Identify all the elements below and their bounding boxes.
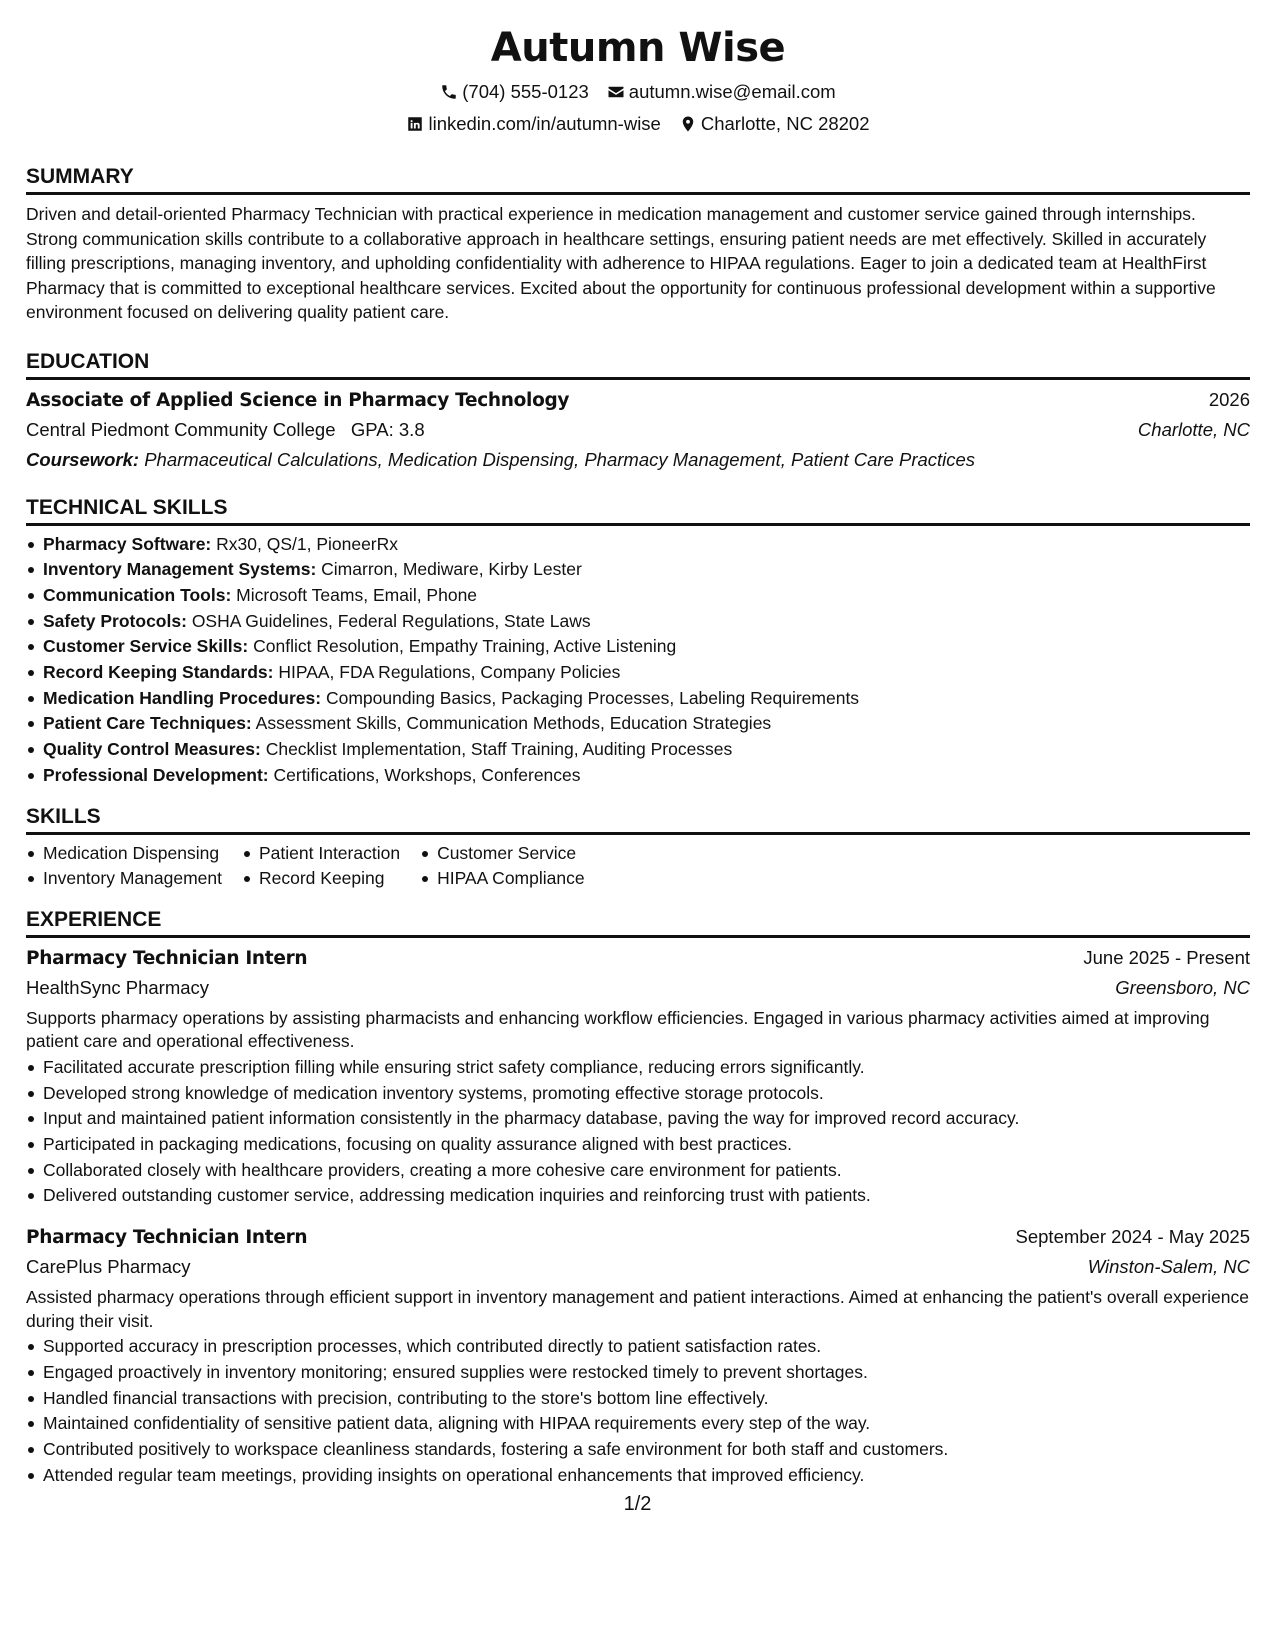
list-item <box>26 634 1250 660</box>
skills-column <box>26 841 222 892</box>
company-location: Greensboro, NC <box>1115 976 1250 998</box>
coursework-list: Pharmaceutical Calculations, Medication Dispensing, Pharmacy Management, Patient Care Practices <box>144 448 976 470</box>
skill-value: Conflict Resolution, Empathy Training, Active Listening <box>253 636 677 657</box>
envelope-icon <box>607 83 625 101</box>
company-row <box>26 973 1250 1003</box>
experience-entry <box>26 1223 1250 1488</box>
gpa: GPA: 3.8 <box>350 418 425 440</box>
linkedin-icon <box>406 115 424 133</box>
role-bullets <box>26 1055 1250 1209</box>
degree-title: Associate of Applied Science in Pharmacy Technology <box>26 389 570 411</box>
skills-section <box>26 804 1250 892</box>
list-item <box>26 686 1250 712</box>
list-item <box>26 660 1250 686</box>
role-description: Assisted pharmacy operations through efficient support in inventory management and patient interactions. Aimed at enhancing the patient's overall experience during their visit. <box>26 1287 1249 1331</box>
list-item: Supported accuracy in prescription processes, which contributed directly to patient satisfaction rates. <box>26 1334 1250 1360</box>
list-item: Attended regular team meetings, providing insights on operational enhancements that improved efficiency. <box>26 1463 1250 1489</box>
list-item: Collaborated closely with healthcare providers, creating a more cohesive care environment for patients. <box>26 1158 1250 1184</box>
phone-icon <box>440 83 458 101</box>
skills-heading: SKILLS <box>26 804 1250 835</box>
education-school-row <box>26 415 1250 445</box>
page-number: 1/2 <box>623 1493 652 1515</box>
experience-entry <box>26 944 1250 1209</box>
list-item: Input and maintained patient information consistently in the pharmacy database, paving the way for improved record accuracy. <box>26 1106 1250 1132</box>
skill-value: Microsoft Teams, Email, Phone <box>236 584 478 605</box>
skills-column <box>420 841 585 892</box>
list-item: Engaged proactively in inventory monitoring; ensured supplies were restocked timely to prevent shortages. <box>26 1360 1250 1386</box>
skill-label: Professional Development: <box>43 764 269 785</box>
list-item: Customer Service <box>420 841 585 867</box>
linkedin-contact[interactable] <box>406 112 660 136</box>
list-item: Participated in packaging medications, focusing on quality assurance aligned with best practices. <box>26 1132 1250 1158</box>
role-description: Supports pharmacy operations by assisting pharmacists and enhancing workflow efficiencies. Engaged in various pharmacy activities aimed at improving patient care and operational effectiveness. <box>26 1007 1210 1052</box>
school-line <box>26 415 425 445</box>
skill-value: Checklist Implementation, Staff Training, Auditing Processes <box>265 739 733 760</box>
map-pin-icon <box>679 115 697 133</box>
list-item <box>26 557 1250 583</box>
skill-value: Rx30, QS/1, PioneerRx <box>216 533 399 554</box>
skill-value: Assessment Skills, Communication Methods, Education Strategies <box>255 713 772 734</box>
skill-value: HIPAA, FDA Regulations, Company Policies <box>278 662 621 683</box>
summary-section <box>26 164 1250 325</box>
location-text: Charlotte, NC 28202 <box>700 113 870 134</box>
coursework-label: Coursework: <box>26 448 140 470</box>
role-title: Pharmacy Technician Intern <box>26 1227 308 1249</box>
skills-grid <box>26 841 1250 892</box>
list-item: Handled financial transactions with precision, contributing to the store's bottom line effectively. <box>26 1386 1250 1412</box>
education-heading: EDUCATION <box>26 349 1250 380</box>
technical-skills-heading: TECHNICAL SKILLS <box>26 495 1250 526</box>
experience-section <box>26 907 1250 1488</box>
list-item <box>26 609 1250 635</box>
school-location: Charlotte, NC <box>1137 418 1250 440</box>
company-name: HealthSync Pharmacy <box>26 976 210 998</box>
phone-text: (704) 555-0123 <box>462 81 589 102</box>
list-item: Inventory Management <box>26 866 222 892</box>
school-name: Central Piedmont Community College <box>26 418 336 440</box>
skill-label: Patient Care Techniques: <box>43 713 252 734</box>
header <box>26 22 1250 136</box>
list-item <box>26 532 1250 558</box>
contact-row-2 <box>26 112 1250 136</box>
skill-value: Certifications, Workshops, Conferences <box>273 764 581 785</box>
linkedin-link[interactable]: linkedin.com/in/autumn-wise <box>428 113 661 134</box>
skill-label: Record Keeping Standards: <box>43 662 274 683</box>
list-item: Delivered outstanding customer service, addressing medication inquiries and reinforcing trust with patients. <box>26 1183 1250 1209</box>
experience-heading: EXPERIENCE <box>26 907 1250 938</box>
technical-skills-list <box>26 532 1250 789</box>
summary-text: Driven and detail-oriented Pharmacy Technician with practical experience in medication management and customer service gained through internships. Strong communication skills contribute to a collaborative approach in healthcare settings, ensuring patient needs are met effectively. Skilled in accurately filling prescriptions, managing inventory, and upholding confidentiality with adherence to HIPAA regulations. Eager to join a dedicated team at HealthFirst Pharmacy that is committed to exceptional healthcare services. Excited about the opportunity for continuous professional development within a supportive environment focused on delivering quality patient care. <box>26 204 1216 322</box>
skill-label: Inventory Management Systems: <box>43 559 317 580</box>
contact-row-1 <box>26 80 1250 104</box>
technical-skills-section <box>26 495 1250 789</box>
skill-value: Cimarron, Mediware, Kirby Lester <box>321 559 582 580</box>
skills-column <box>242 841 400 892</box>
skill-label: Pharmacy Software: <box>43 533 212 554</box>
email-contact[interactable] <box>607 80 836 104</box>
phone-contact <box>440 80 589 104</box>
skill-value: Compounding Basics, Packaging Processes, Labeling Requirements <box>325 687 860 708</box>
education-section <box>26 349 1250 475</box>
role-title: Pharmacy Technician Intern <box>26 947 308 969</box>
list-item: Record Keeping <box>242 866 400 892</box>
list-item <box>26 737 1250 763</box>
list-item <box>26 583 1250 609</box>
list-item: Maintained confidentiality of sensitive patient data, aligning with HIPAA requirements every step of the way. <box>26 1411 1250 1437</box>
company-row <box>26 1252 1250 1282</box>
education-title-row <box>26 386 1250 415</box>
skill-label: Customer Service Skills: <box>43 636 249 657</box>
role-bullets <box>26 1334 1250 1488</box>
list-item: Developed strong knowledge of medication inventory systems, promoting effective storage protocols. <box>26 1081 1250 1107</box>
list-item: HIPAA Compliance <box>420 866 585 892</box>
skill-value: OSHA Guidelines, Federal Regulations, State Laws <box>191 610 591 631</box>
skill-label: Safety Protocols: <box>43 610 187 631</box>
skill-label: Communication Tools: <box>43 584 232 605</box>
email-link[interactable]: autumn.wise@email.com <box>628 81 836 102</box>
role-dates: September 2024 - May 2025 <box>1015 1226 1250 1248</box>
resume-page <box>26 22 1250 1488</box>
role-row <box>26 944 1250 973</box>
role-row <box>26 1223 1250 1252</box>
list-item <box>26 711 1250 737</box>
list-item: Contributed positively to workspace cleanliness standards, fostering a safe environment for both staff and customers. <box>26 1437 1250 1463</box>
candidate-name: Autumn Wise <box>490 25 786 71</box>
graduation-year: 2026 <box>1208 388 1250 410</box>
list-item: Facilitated accurate prescription filling while ensuring strict safety compliance, reducing errors significantly. <box>26 1055 1250 1081</box>
role-dates: June 2025 - Present <box>1083 946 1250 968</box>
skill-label: Medication Handling Procedures: <box>43 687 322 708</box>
list-item: Medication Dispensing <box>26 841 222 867</box>
coursework-line <box>26 445 1250 475</box>
list-item <box>26 763 1250 789</box>
company-name: CarePlus Pharmacy <box>26 1256 191 1278</box>
company-location: Winston-Salem, NC <box>1087 1256 1250 1278</box>
summary-heading: SUMMARY <box>26 164 1250 195</box>
location-contact <box>679 112 870 136</box>
skill-label: Quality Control Measures: <box>43 739 261 760</box>
list-item: Patient Interaction <box>242 841 400 867</box>
